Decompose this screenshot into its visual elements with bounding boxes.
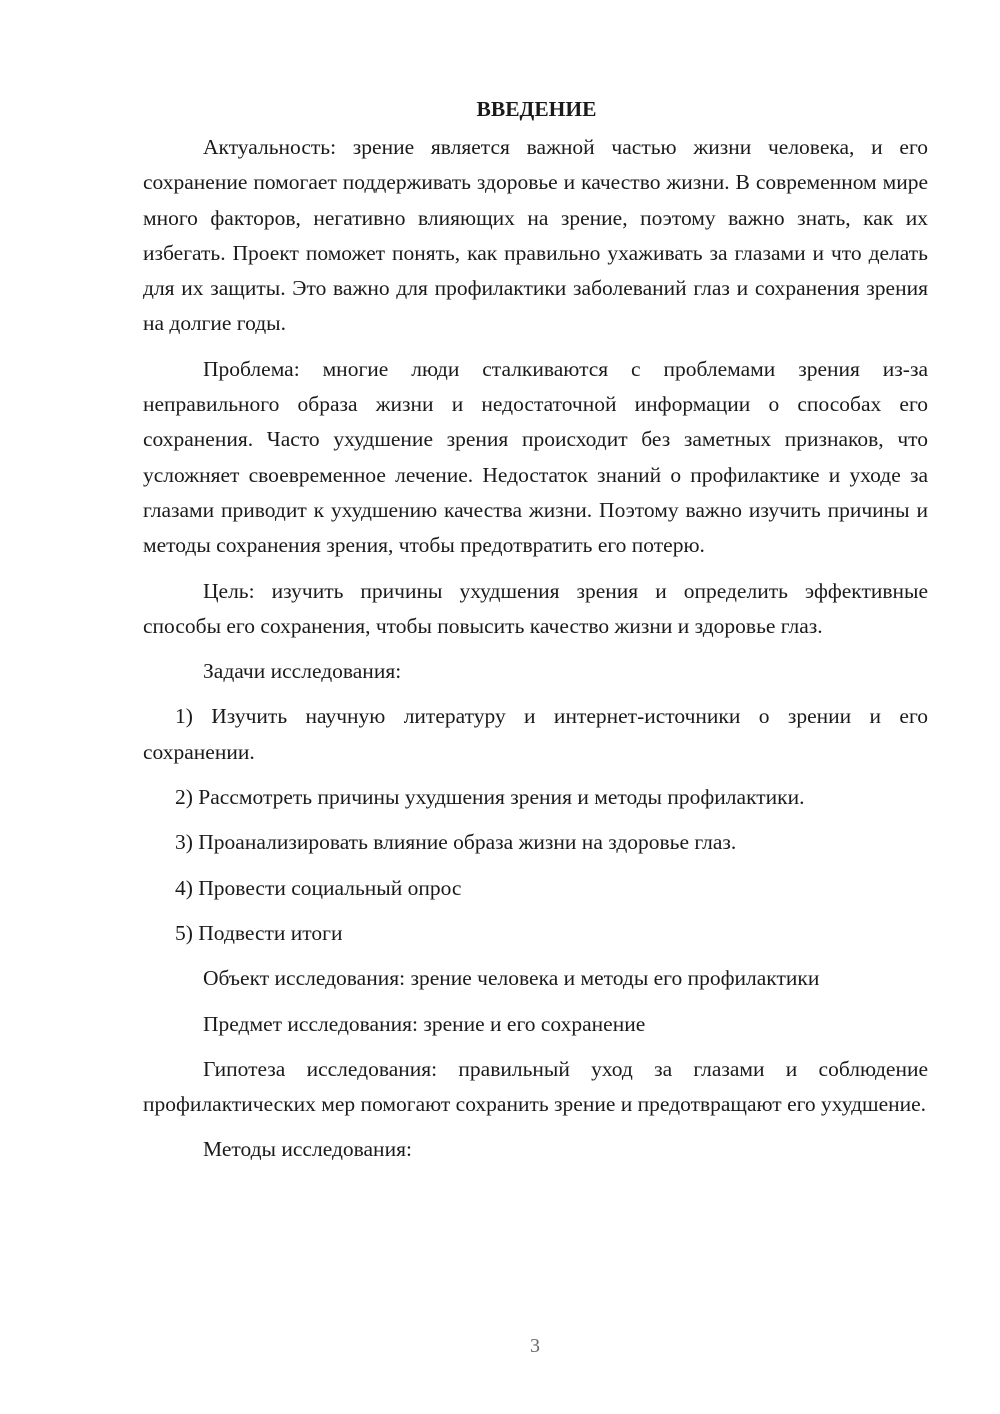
page-number: 3 bbox=[530, 1335, 540, 1357]
paragraph-goal: Цель: изучить причины ухудшения зрения и определить эффективные способы его сохранения, чтобы повысить качество жизни и здоровье глаз. bbox=[143, 578, 928, 638]
task-item-4: 4) Провести социальный опрос bbox=[175, 875, 462, 900]
paragraph-object: Объект исследования: зрение человека и методы его профилактики bbox=[203, 966, 820, 991]
paragraph-relevance: Актуальность: зрение является важной частью жизни человека, и его сохранение помогает поддерживать здоровье и качество жизни. В современном мире много факторов, негативно влияющих на зрение, поэтому важно знать, как их избегать. Проект поможет понять, как правильно ухаживать за глазами и что делать для их защиты. Это важно для профилактики заболеваний глаз и сохранения зрения на долгие годы. bbox=[143, 135, 928, 336]
task-item-2: 2) Рассмотреть причины ухудшения зрения и методы профилактики. bbox=[175, 785, 805, 810]
paragraph-hypothesis: Гипотеза исследования: правильный уход за глазами и соблюдение профилактических мер помогают сохранить зрение и предотвращают его ухудшение. bbox=[143, 1056, 928, 1117]
section-title: ВВЕДЕНИЕ bbox=[476, 97, 597, 121]
task-item-3: 3) Проанализировать влияние образа жизни на здоровье глаз. bbox=[175, 830, 737, 855]
paragraph-subject: Предмет исследования: зрение и его сохранение bbox=[203, 1011, 646, 1036]
methods-heading: Методы исследования: bbox=[203, 1137, 412, 1162]
task-item-1: 1) Изучить научную литературу и интернет-источники о зрении и его сохранении. bbox=[143, 704, 928, 764]
tasks-heading: Задачи исследования: bbox=[203, 659, 402, 684]
document-page bbox=[143, 92, 928, 1178]
paragraph-problem: Проблема: многие люди сталкиваются с проблемами зрения из-за неправильного образа жизни и недостаточной информации о способах его сохранения. Часто ухудшение зрения происходит без заметных признаков, что усложняет своевременное лечение. Недостаток знаний о профилактике и уходе за глазами приводит к ухудшению качества жизни. Поэтому важно изучить причины и методы сохранения зрения, чтобы предотвратить его потерю. bbox=[143, 356, 928, 558]
task-item-5: 5) Подвести итоги bbox=[175, 920, 343, 945]
